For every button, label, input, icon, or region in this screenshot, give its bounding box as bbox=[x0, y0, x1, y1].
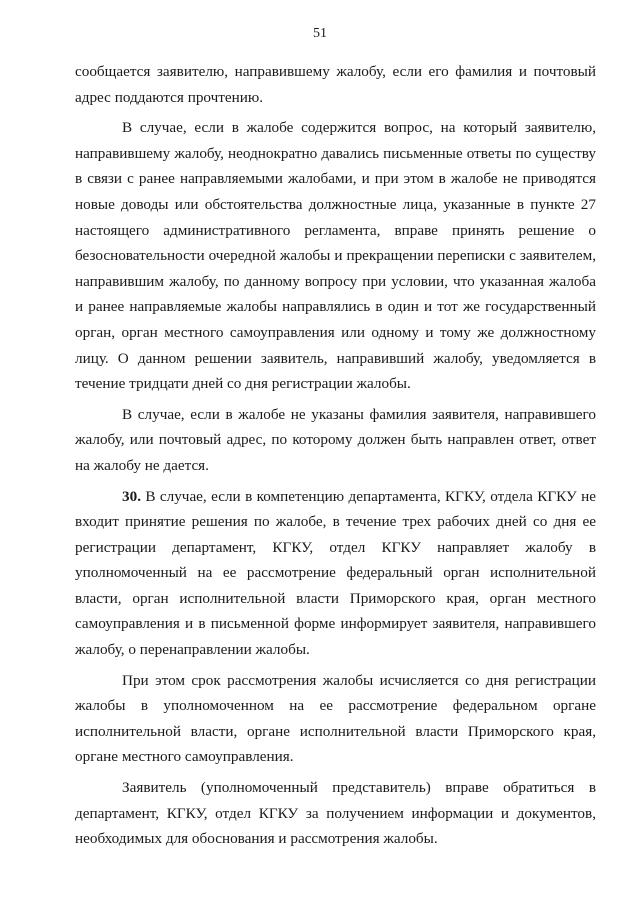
paragraph-repeated-complaint bbox=[75, 115, 596, 397]
paragraph-text: При этом срок рассмотрения жалобы исчисляется со дня регистрации жалобы в уполномоченном на ее рассмотрение федеральном органе исполнительной власти, органе исполнительной власти Приморского края, органе местного самоуправления. bbox=[75, 671, 596, 766]
paragraph-text: В случае, если в жалобе содержится вопрос, на который заявителю, направившему жалобу, неоднократно давались письменные ответы по существу в связи с ранее направляемыми жалобами, и при этом в жалобе не приводятся новые доводы или обстоятельства должностные лица, указанные в пункте 27 настоящего административного регламента, вправе принять решение о безосновательности очередной жалобы и прекращении переписки с заявителем, направившим жалобу, по данному вопросу при условии, что указанная жалоба и ранее направляемые жалобы направлялись в один и тот же государственный орган, орган местного самоуправления или одному и тому же должностному лицу. О данном решении заявитель, направивший жалобу, уведомляется в течение тридцати дней со дня регистрации жалобы. bbox=[75, 119, 596, 393]
paragraph-continuation bbox=[75, 59, 596, 110]
page-number: 51 bbox=[313, 26, 327, 41]
paragraph-item-30 bbox=[75, 484, 596, 663]
paragraph-text: В случае, если в жалобе не указаны фамилия заявителя, направившего жалобу, или почтовый адрес, по которому должен быть направлен ответ, ответ на жалобу не дается. bbox=[75, 405, 596, 474]
paragraph-text: сообщается заявителю, направившему жалобу, если его фамилия и почтовый адрес поддаются прочтению. bbox=[75, 63, 596, 106]
paragraph-missing-address bbox=[75, 402, 596, 479]
paragraph-text: Заявитель (уполномоченный представитель) вправе обратиться в департамент, КГКУ, отдел КГКУ за получением информации и документов, необходимых для обоснования и рассмотрения жалобы. bbox=[75, 779, 596, 848]
paragraph-review-period bbox=[75, 668, 596, 770]
document-body bbox=[75, 59, 596, 852]
paragraph-text: В случае, если в компетенцию департамента, КГКУ, отдела КГКУ не входит принятие решения по жалобе, в течение трех рабочих дней со дня ее регистрации департамент, КГКУ, отдел КГКУ направляет жалобу в уполномоченный на ее рассмотрение федеральный орган исполнительной власти, орган исполнительной власти Приморского края, орган местного самоуправления и в письменной форме информирует заявителя, направившего жалобу, о перенаправлении жалобы. bbox=[75, 487, 596, 659]
item-number: 30. bbox=[122, 487, 141, 505]
paragraph-applicant-rights bbox=[75, 775, 596, 852]
